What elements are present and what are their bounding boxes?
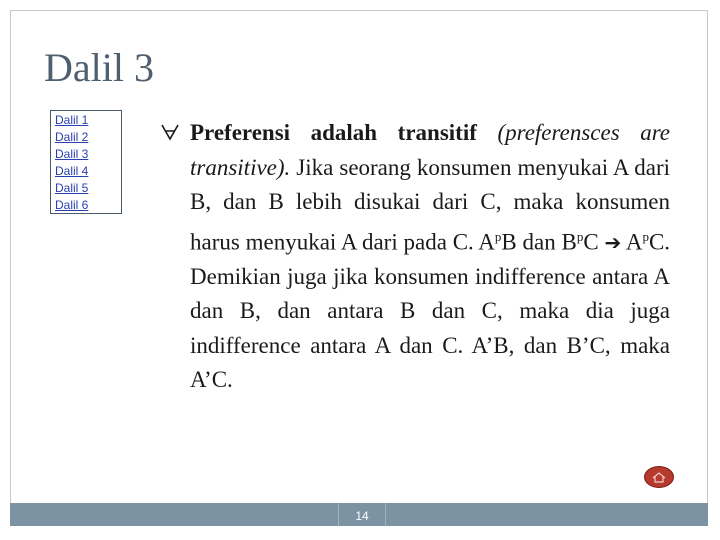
superscript-p-2: p [576,228,584,244]
nav-link-dalil-4[interactable]: Dalil 4 [55,164,89,178]
dalil-nav-box [50,110,122,214]
nav-link-dalil-5[interactable]: Dalil 5 [55,181,89,195]
nav-link-dalil-6[interactable]: Dalil 6 [55,198,89,212]
right-arrow-icon: ➔ [604,230,622,255]
slide-title: Dalil 3 [44,45,154,90]
paragraph-text-2: B dan B [501,229,577,255]
paragraph-text-3: C [583,229,605,255]
nav-link-dalil-1[interactable]: Dalil 1 [55,113,89,127]
content-paragraph-block [160,116,670,398]
superscript-p-3: p [642,228,649,244]
page-number: 14 [338,503,386,526]
home-icon [645,467,673,487]
nav-link-dalil-2[interactable]: Dalil 2 [55,130,89,144]
home-button[interactable] [644,466,674,488]
transitive-preference-paragraph [190,116,670,398]
italic-english-term: (preferensces are transitive). [190,120,671,180]
paragraph-text-5: C. Demikian juga jika konsumen indifference antara A dan B, dan antara B dan C, maka dia juga indifference antara A dan C. A’B, dan B’C, maka A’C. [190,229,671,393]
paragraph-text-1: Jika seorang konsumen menyukai A dari B, dan B lebih disukai dari C, maka konsumen harus menyukai A dari pada C. A [190,154,670,255]
paragraph-text-4: A [621,229,643,255]
nav-link-dalil-3[interactable]: Dalil 3 [55,147,89,161]
superscript-p-1: p [494,228,502,244]
bold-lead-text: Preferensi adalah transitif [190,120,477,145]
